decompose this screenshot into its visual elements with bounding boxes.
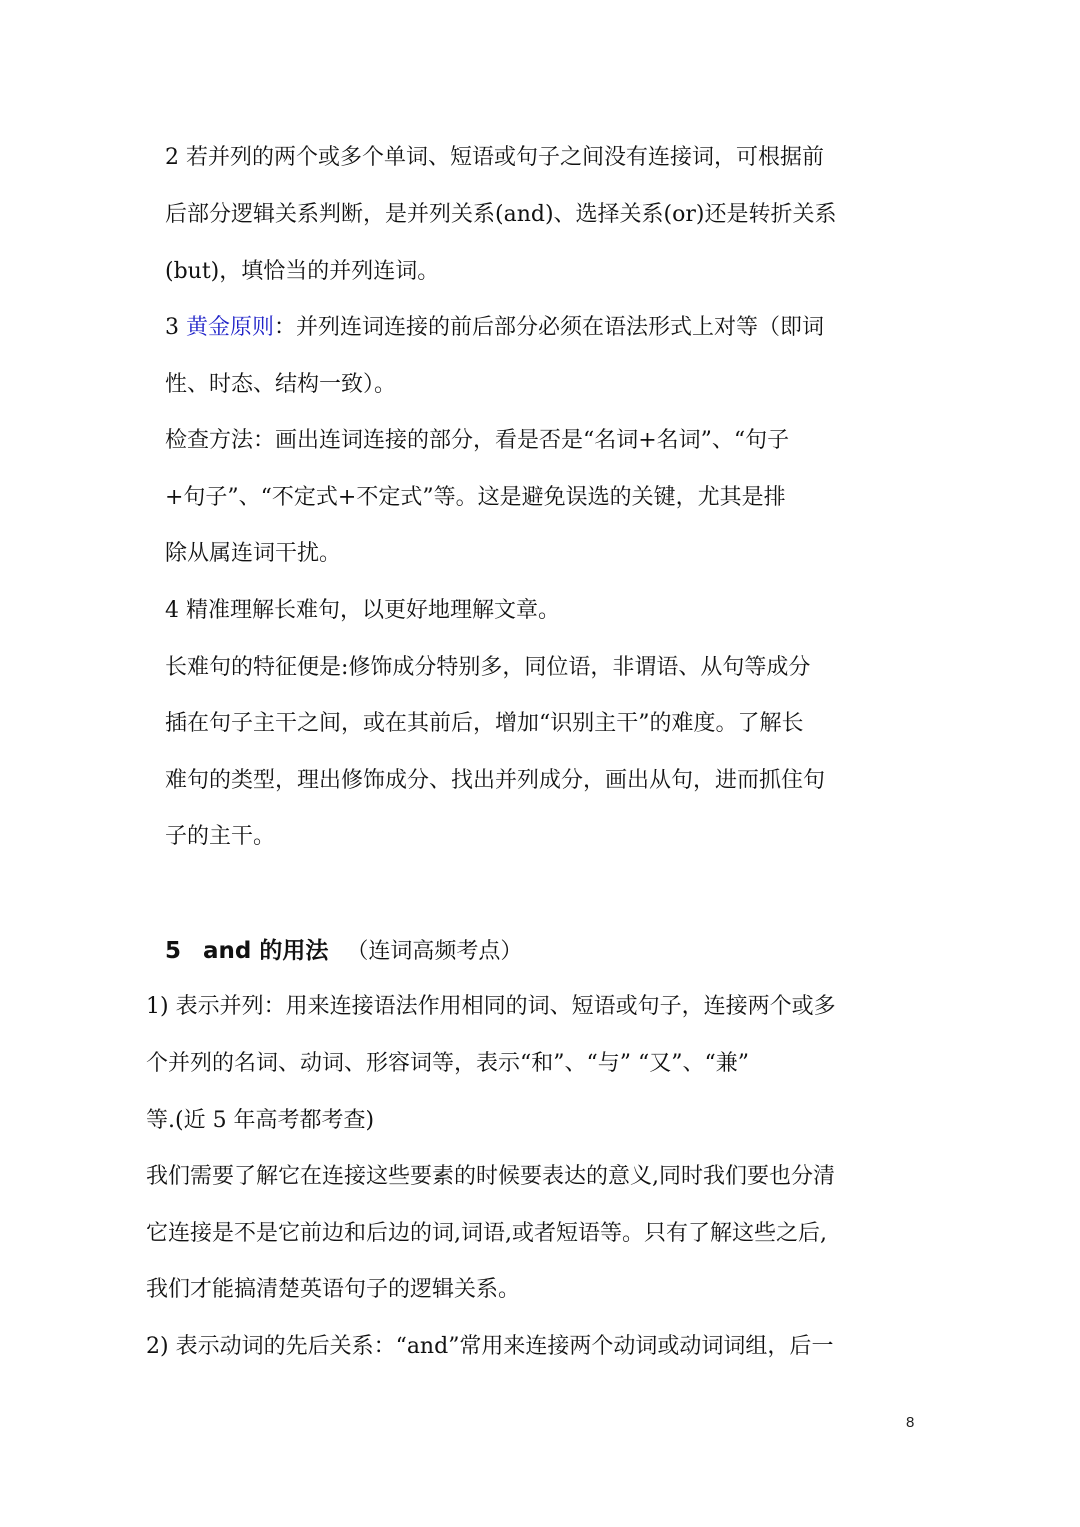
understanding-line-2: 它连接是不是它前边和后边的词,词语,或者短语等。只有了解这些之后, [146,1221,827,1246]
paragraph-3-text: ：并列连词连接的前后部分必须在语法形式上对等（即词 [274,315,825,340]
item-1-line-2: 个并列的名词、动词、形容词等，表示“和”、“与” “又”、“兼” [146,1051,749,1076]
check-method-line-1: 检查方法：画出连词连接的部分，看是否是“名词+名词”、“句子 [165,428,790,453]
long-sentence-line-4: 子的主干。 [165,824,276,849]
item-1-line-1: 1) 表示并列：用来连接语法作用相同的词、短语或句子，连接两个或多 [146,994,836,1019]
section-5-title: and 的用法 [203,938,329,964]
long-sentence-line-1: 长难句的特征便是:修饰成分特别多，同位语，非谓语、从句等成分 [165,655,811,680]
understanding-line-1: 我们需要了解它在连接这些要素的时候要表达的意义,同时我们要也分清 [146,1164,835,1189]
check-method-line-2: +句子”、“不定式+不定式”等。这是避免误选的关键，尤其是排 [165,485,786,510]
paragraph-2-line-3: (but)，填恰当的并列连词。 [165,259,440,284]
section-5-number: 5 [165,938,182,964]
paragraph-2-line-2: 后部分逻辑关系判断，是并列关系(and)、选择关系(or)还是转折关系 [165,202,837,227]
golden-rule-highlight: 黄金原则 [186,315,275,340]
understanding-line-3: 我们才能搞清楚英语句子的逻辑关系。 [146,1277,521,1302]
item-1-line-3: 等.(近 5 年高考都考查) [146,1108,375,1133]
paragraph-3-line-1 [165,313,824,343]
paragraph-3-line-2: 性、时态、结构一致）。 [165,372,397,397]
paragraph-2-line-1: 2 若并列的两个或多个单词、短语或句子之间没有连接词，可根据前 [165,145,824,170]
item-2-line-1: 2) 表示动词的先后关系：“and”常用来连接两个动词或动词词组，后一 [146,1334,834,1359]
paragraph-4: 4 精准理解长难句，以更好地理解文章。 [165,598,560,623]
section-5-note: （连词高频考点） [346,939,523,964]
paragraph-3-number: 3 [165,315,186,340]
check-method-line-3: 除从属连词干扰。 [165,541,342,566]
section-5-heading [165,936,522,967]
long-sentence-line-3: 难句的类型，理出修饰成分、找出并列成分，画出从句，进而抓住句 [165,768,826,793]
long-sentence-line-2: 插在句子主干之间，或在其前后，增加“识别主干”的难度。了解长 [165,711,804,736]
page-number: 8 [906,1414,915,1431]
